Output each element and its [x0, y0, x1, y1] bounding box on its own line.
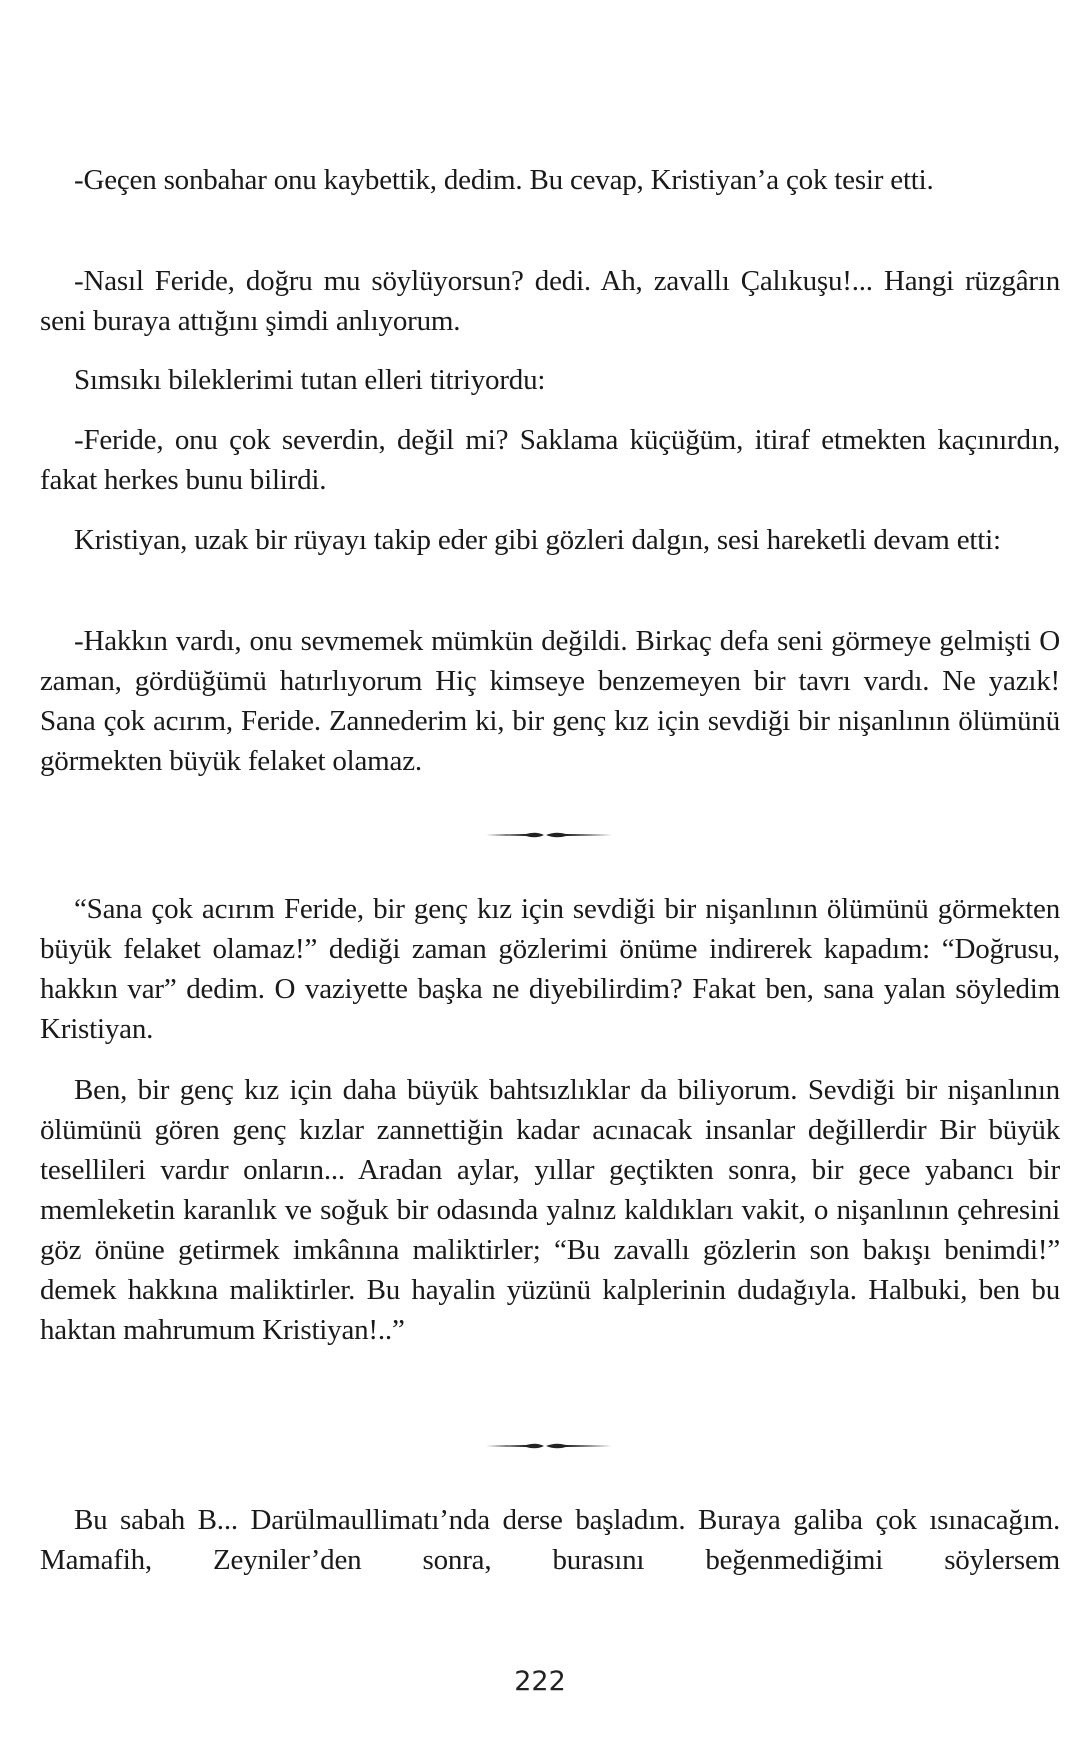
section-divider-ornament-icon	[486, 829, 612, 841]
paragraph-text: Kristiyan, uzak bir rüyayı takip eder gibi gözleri dalgın, sesi hareketli devam etti:	[74, 524, 1001, 556]
paragraph	[40, 1500, 1060, 1580]
paragraph	[40, 261, 1060, 341]
paragraph	[40, 160, 1060, 200]
paragraph-text: -Geçen sonbahar onu kaybettik, dedim. Bu cevap, Kristiyan’a çok tesir etti.	[74, 164, 934, 196]
paragraph	[40, 420, 1060, 500]
paragraph	[40, 520, 1060, 560]
section-divider-ornament-icon	[486, 1440, 612, 1452]
paragraph-text: -Hakkın vardı, onu sevmemek mümkün değildi. Birkaç defa seni görmeye gelmişti O zaman, gördüğümü hatırlıyorum Hiç kimseye benzemeyen bir tavrı vardı. Ne yazık! Sana çok acırım, Feride. Zannederim ki, bir genç kız için sevdiği bir nişanlının ölümünü görmekten büyük felaket olamaz.	[40, 625, 1060, 777]
paragraph	[40, 621, 1060, 781]
paragraph	[40, 889, 1060, 1049]
paragraph-text: Sımsıkı bileklerimi tutan elleri titriyordu:	[74, 364, 546, 396]
paragraph-text: -Nasıl Feride, doğru mu söylüyorsun? dedi. Ah, zavallı Çalıkuşu!... Hangi rüzgârın seni buraya attığını şimdi anlıyorum.	[40, 265, 1060, 337]
paragraph-text: -Feride, onu çok severdin, değil mi? Saklama küçüğüm, itiraf etmekten kaçınırdın, fakat herkes bunu bilirdi.	[40, 424, 1060, 496]
paragraph-text: “Sana çok acırım Feride, bir genç kız için sevdiği bir nişanlının ölümünü görmekten büyük felaket olamaz!” dediği zaman gözlerimi önüme indirerek kapadım: “Doğrusu, hakkın var” dedim. O vaziyette başka ne diyebilirdim? Fakat ben, sana yalan söyledim Kristiyan.	[40, 893, 1060, 1045]
paragraph-text: Bu sabah B... Darülmaullimatı’nda derse başladım. Buraya galiba çok ısınacağım. Mamafih, Zeyniler’den sonra, burasını beğenmediğimi söylersem	[40, 1504, 1060, 1576]
paragraph	[40, 360, 1060, 400]
paragraph-text: Ben, bir genç kız için daha büyük bahtsızlıklar da biliyorum. Sevdiği bir nişanlının ölümünü gören genç kızlar zannettiğin kadar acınacak insanlar değillerdir Bir büyük tesellileri vardır onların... Aradan aylar, yıllar geçtikten sonra, bir gece yabancı bir memleketin karanlık ve soğuk bir odasında yalnız kaldıkları vakit, o nişanlının çehresini göz önüne getirmek imkânına maliktirler; “Bu zavallı gözlerin son bakışı benimdi!” demek hakkına maliktirler. Bu hayalin yüzünü kalplerinin dudağıyla. Halbuki, ben bu haktan mahrumum Kristiyan!..”	[40, 1074, 1060, 1346]
paragraph	[40, 1070, 1060, 1350]
page-number: 222	[514, 1666, 566, 1697]
